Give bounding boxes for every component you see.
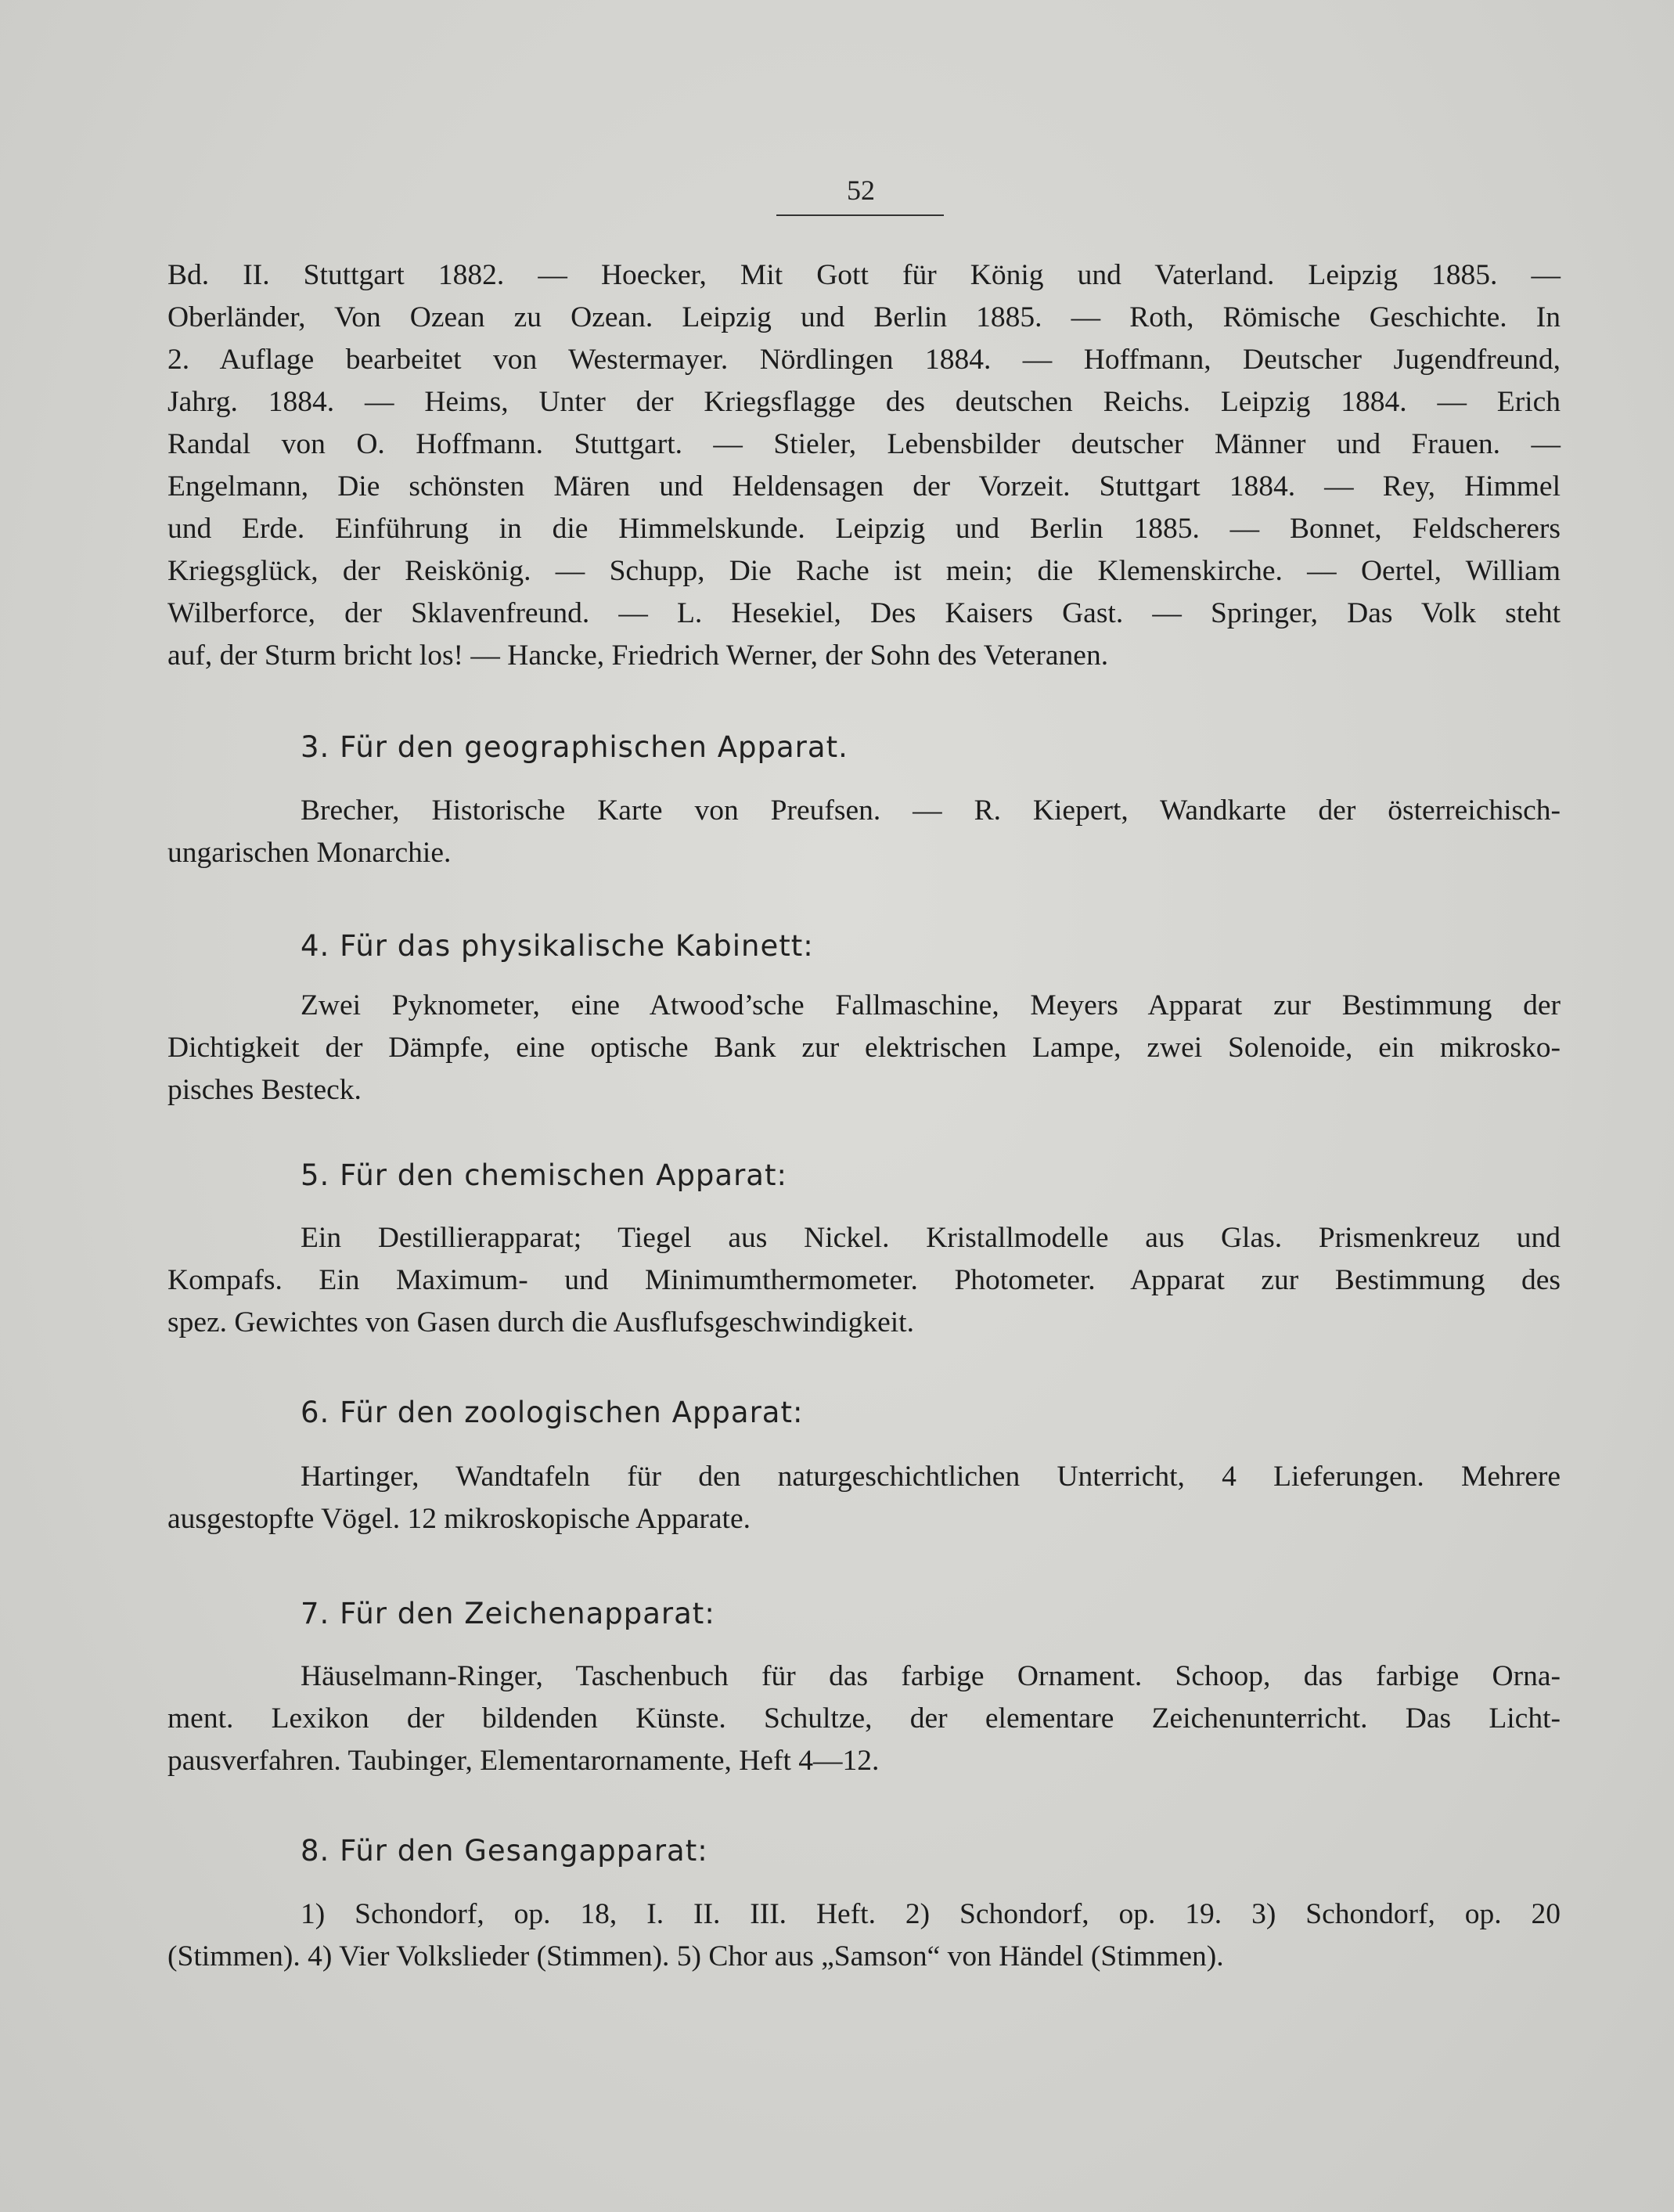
page-number-rule: [776, 214, 944, 216]
text-line: Brecher, Historische Karte von Preufsen. — R. Kiepert, Wandkarte der österreichisch-: [301, 794, 1561, 827]
text-line: und Erde. Einführung in die Himmelskunde. Leipzig und Berlin 1885. — Bonnet, Feldscherers: [167, 513, 1561, 545]
text-line: Bd. II. Stuttgart 1882. — Hoecker, Mit Gott für König und Vaterland. Leipzig 1885. —: [167, 259, 1561, 291]
section-text-zoology: [167, 1456, 1561, 1540]
text-line: 2. Auflage bearbeitet von Westermayer. Nördlingen 1884. — Hoffmann, Deutscher Jugendfreund,: [167, 344, 1561, 376]
section-text-drawing: [167, 1655, 1561, 1782]
text-line: Randal von O. Hoffmann. Stuttgart. — Stieler, Lebensbilder deutscher Männer und Frauen. —: [167, 428, 1561, 460]
text-line: Oberländer, Von Ozean zu Ozean. Leipzig und Berlin 1885. — Roth, Römische Geschichte. In: [167, 301, 1561, 333]
text-line: 1) Schondorf, op. 18, I. II. III. Heft. 2) Schondorf, op. 19. 3) Schondorf, op. 20: [301, 1898, 1561, 1930]
section-text-geographic: [167, 790, 1561, 874]
text-line: Zwei Pyknometer, eine Atwood’sche Fallmaschine, Meyers Apparat zur Bestimmung der: [301, 989, 1561, 1021]
text-line: auf, der Sturm bricht los! — Hancke, Friedrich Werner, der Sohn des Veteranen.: [167, 639, 1109, 672]
text-line: ment. Lexikon der bildenden Künste. Schultze, der elementare Zeichenunterricht. Das Licht-: [167, 1702, 1561, 1735]
section-text-singing: [167, 1893, 1561, 1978]
continuation-paragraph: [167, 254, 1561, 677]
section-text-physics: [167, 985, 1561, 1111]
section-heading-zoology: 6. Für den zoologischen Apparat:: [301, 1396, 804, 1429]
text-line: spez. Gewichtes von Gasen durch die Ausflufsgeschwindigkeit.: [167, 1306, 914, 1338]
text-line: Jahrg. 1884. — Heims, Unter der Kriegsflagge des deutschen Reichs. Leipzig 1884. — Erich: [167, 386, 1561, 418]
text-line: (Stimmen). 4) Vier Volkslieder (Stimmen). 5) Chor aus „Samson“ von Händel (Stimmen).: [167, 1940, 1224, 1972]
text-line: pisches Besteck.: [167, 1074, 362, 1106]
text-line: Ein Destillierapparat; Tiegel aus Nickel. Kristallmodelle aus Glas. Prismenkreuz und: [301, 1222, 1561, 1254]
text-line: ausgestopfte Vögel. 12 mikroskopische Apparate.: [167, 1503, 751, 1535]
text-line: Kriegsglück, der Reiskönig. — Schupp, Die Rache ist mein; die Klemenskirche. — Oertel, William: [167, 555, 1561, 587]
page-number: 52: [847, 175, 875, 206]
section-heading-chemistry: 5. Für den chemischen Apparat:: [301, 1158, 787, 1192]
text-line: pausverfahren. Taubinger, Elementarornamente, Heft 4—12.: [167, 1745, 880, 1777]
text-line: Engelmann, Die schönsten Mären und Heldensagen der Vorzeit. Stuttgart 1884. — Rey, Himmel: [167, 470, 1561, 503]
text-line: Dichtigkeit der Dämpfe, eine optische Bank zur elektrischen Lampe, zwei Solenoide, ein mikrosko-: [167, 1032, 1561, 1064]
section-heading-geographic: 3. Für den geographischen Apparat.: [301, 730, 848, 764]
text-line: Hartinger, Wandtafeln für den naturgeschichtlichen Unterricht, 4 Lieferungen. Mehrere: [301, 1461, 1561, 1493]
section-heading-physics: 4. Für das physikalische Kabinett:: [301, 929, 814, 963]
text-line: Wilberforce, der Sklavenfreund. — L. Hesekiel, Des Kaisers Gast. — Springer, Das Volk steht: [167, 597, 1561, 629]
section-text-chemistry: [167, 1217, 1561, 1344]
section-heading-singing: 8. Für den Gesangapparat:: [301, 1834, 708, 1868]
text-line: Kompafs. Ein Maximum- und Minimumthermometer. Photometer. Apparat zur Bestimmung des: [167, 1264, 1561, 1296]
section-heading-drawing: 7. Für den Zeichenapparat:: [301, 1597, 715, 1630]
text-line: ungarischen Monarchie.: [167, 837, 452, 869]
text-line: Häuselmann-Ringer, Taschenbuch für das farbige Ornament. Schoop, das farbige Orna-: [301, 1660, 1561, 1692]
